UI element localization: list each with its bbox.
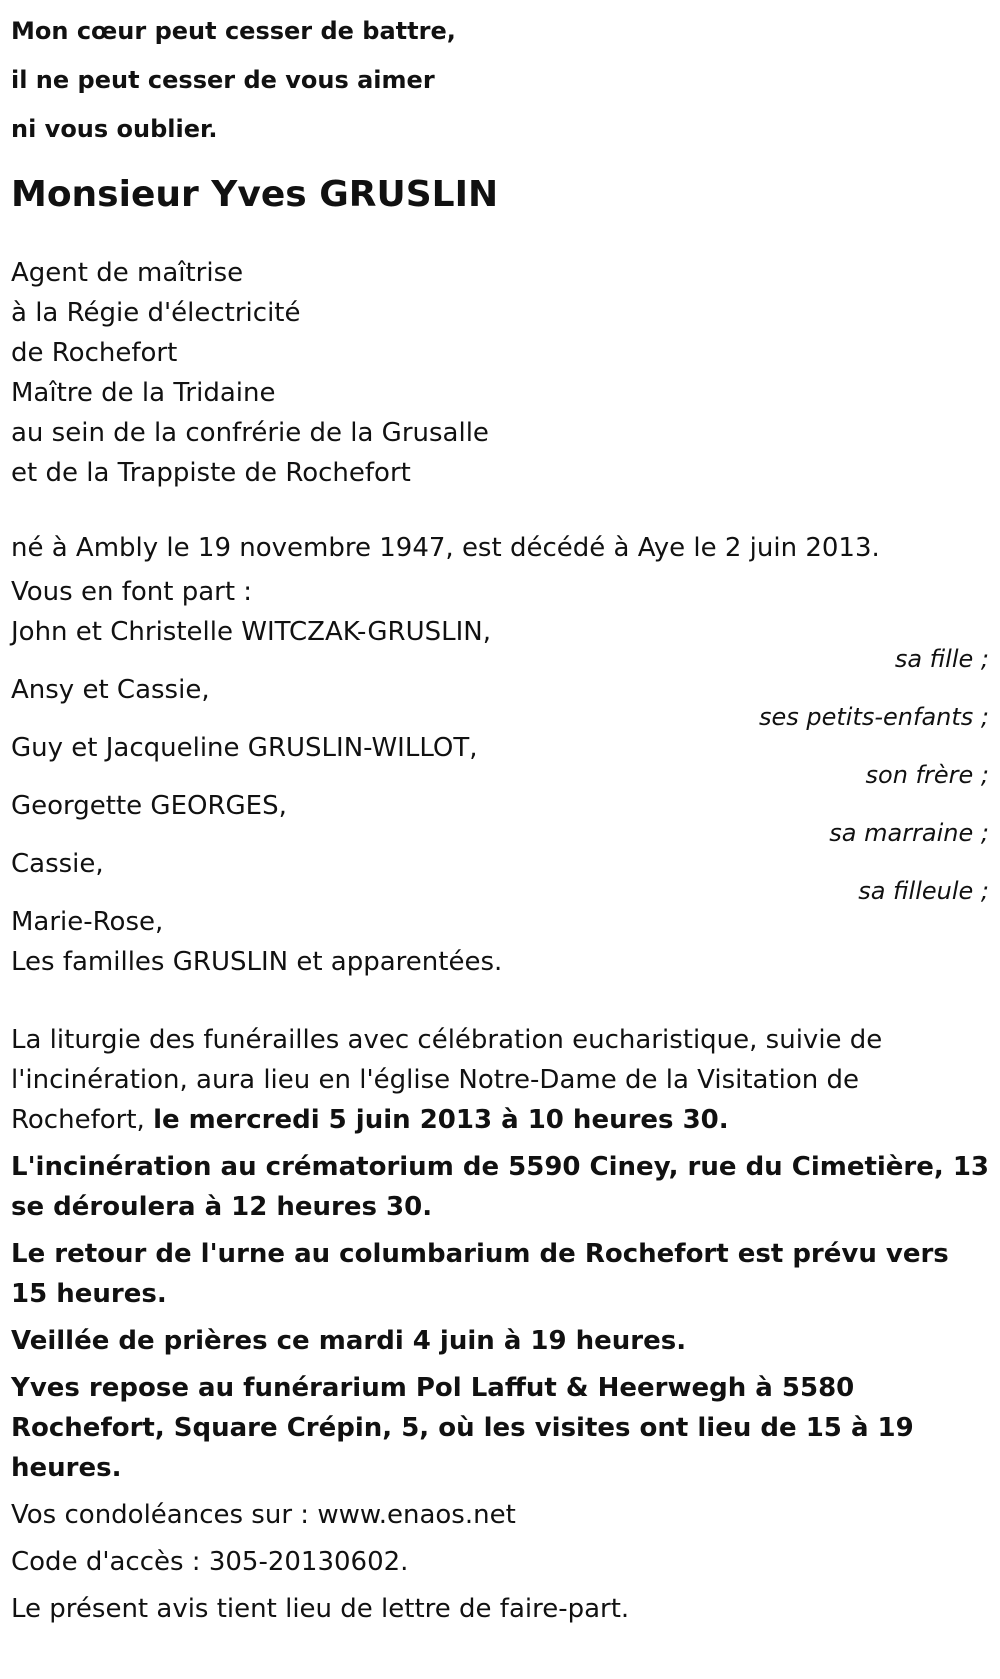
access-code-line: Code d'accès : 305-20130602.	[11, 1547, 409, 1577]
family-member-name: Ansy et Cassie,	[11, 675, 210, 705]
condolences-line: Vos condoléances sur : www.enaos.net	[11, 1500, 516, 1530]
motto-line: Mon cœur peut cesser de battre,	[11, 17, 456, 45]
family-member	[11, 844, 989, 905]
liturgy-paragraph	[11, 1020, 989, 1140]
birth-death-line: né à Ambly le 19 novembre 1947, est décédé à Aye le 2 juin 2013.	[11, 533, 880, 563]
title-line: Agent de maîtrise	[11, 258, 244, 288]
motto-line: ni vous oublier.	[11, 115, 218, 143]
funeral-home-paragraph: Yves repose au funérarium Pol Laffut & Heerwegh à 5580 Rochefort, Square Crépin, 5, où les visites ont lieu de 15 à 19 heures.	[11, 1373, 914, 1483]
family-list	[11, 612, 989, 982]
title-line: à la Régie d'électricité	[11, 298, 301, 328]
titles	[11, 253, 989, 493]
title-line: au sein de la confrérie de la Grusalle	[11, 418, 489, 448]
family-extra-line: Les familles GRUSLIN et apparentées.	[11, 947, 503, 977]
deceased-name: Monsieur Yves GRUSLIN	[11, 174, 499, 215]
title-line: Maître de la Tridaine	[11, 378, 276, 408]
cremation-paragraph: L'incinération au crématorium de 5590 Ciney, rue du Cimetière, 13 se déroulera à 12 heures 30.	[11, 1152, 989, 1222]
liturgy-text: La liturgie des funérailles avec célébration eucharistique, suivie de l'incinération, aura lieu en l'église Notre-Dame de la Visitation de Rochefort,	[11, 1025, 883, 1135]
family-member-role: sa filleule ;	[858, 877, 989, 905]
motto	[11, 0, 989, 154]
family-member-role: son frère ;	[865, 761, 989, 789]
title-line: et de la Trappiste de Rochefort	[11, 458, 411, 488]
family-member-role: ses petits-enfants ;	[758, 703, 989, 731]
family-member-role: sa fille ;	[894, 645, 989, 673]
family-member-name: Cassie,	[11, 849, 104, 879]
family-member	[11, 612, 989, 673]
family-member-name: Guy et Jacqueline GRUSLIN-WILLOT,	[11, 733, 478, 763]
notice-line: Le présent avis tient lieu de lettre de faire-part.	[11, 1594, 630, 1624]
family-member	[11, 670, 989, 731]
motto-line: il ne peut cesser de vous aimer	[11, 66, 435, 94]
family-extra-line: Marie-Rose,	[11, 907, 164, 937]
family-member-role: sa marraine ;	[829, 819, 989, 847]
family-member-name: Georgette GEORGES,	[11, 791, 287, 821]
family-member-name: John et Christelle WITCZAK-GRUSLIN,	[11, 617, 491, 647]
title-line: de Rochefort	[11, 338, 178, 368]
vigil-paragraph: Veillée de prières ce mardi 4 juin à 19 heures.	[11, 1326, 687, 1356]
family-member	[11, 728, 989, 789]
liturgy-date: le mercredi 5 juin 2013 à 10 heures 30.	[153, 1105, 729, 1135]
family-member	[11, 786, 989, 847]
urn-paragraph: Le retour de l'urne au columbarium de Rochefort est prévu vers 15 heures.	[11, 1239, 949, 1309]
announce-line: Vous en font part :	[11, 577, 253, 607]
